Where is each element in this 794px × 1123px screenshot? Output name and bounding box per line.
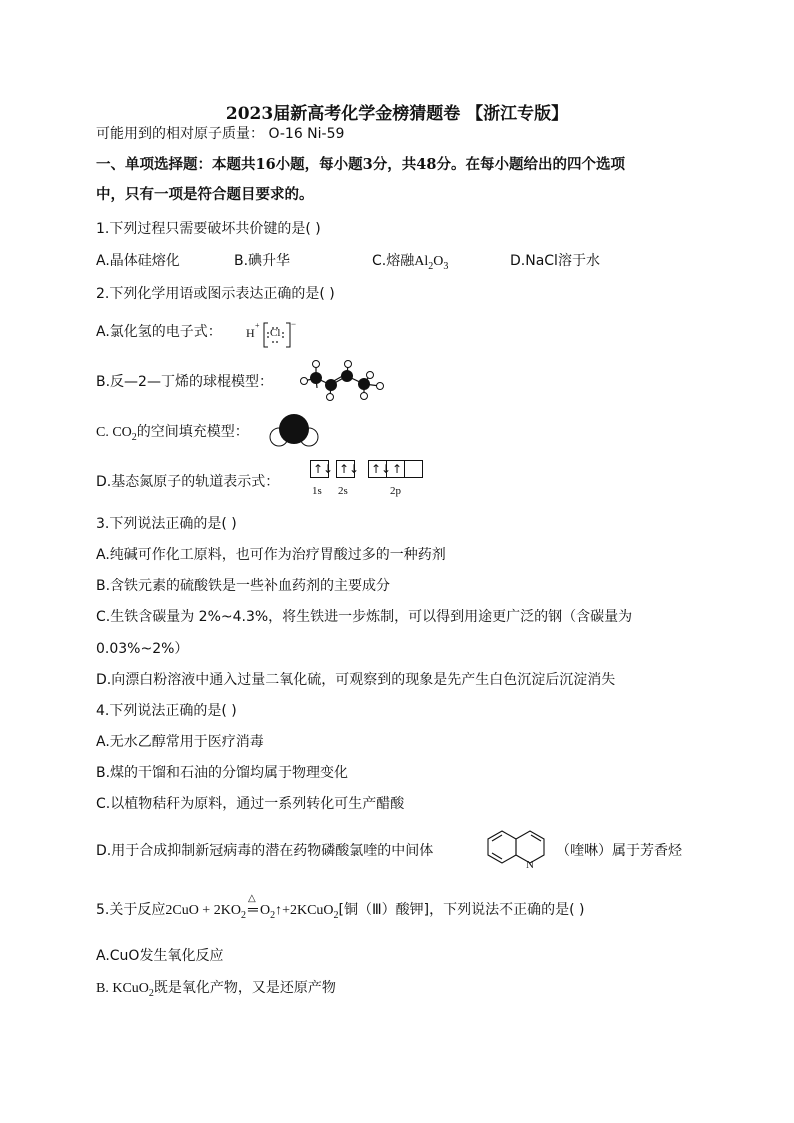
equation-product-kcuo2: +2KCuO xyxy=(282,903,334,918)
equals-sign: ═ xyxy=(247,903,258,918)
q5-stem xyxy=(96,893,585,926)
q2-option-b: B.反—2—丁烯的球棍模型： xyxy=(96,374,273,390)
quinoline-nitrogen-label: N xyxy=(526,859,534,871)
heat-equals-sign xyxy=(246,893,260,921)
subscript: 3 xyxy=(443,260,449,272)
chlorine-symbol: Cl xyxy=(270,327,281,339)
subscript: 2 xyxy=(240,909,246,921)
co2-space-filling-model xyxy=(266,412,322,450)
section-heading-line2: 中，只有一项是符合题目要求的。 xyxy=(96,186,314,203)
plus-charge: + xyxy=(255,321,260,330)
orbital-box-2p-2 xyxy=(386,460,405,478)
q1-option-c-formula xyxy=(414,254,449,272)
q2-option-c xyxy=(96,422,249,448)
q3-option-b: B.含铁元素的硫酸铁是一些补血药剂的主要成分 xyxy=(96,578,391,594)
subscript: 2 xyxy=(148,987,154,999)
q5-option-a: A.CuO发生氧化反应 xyxy=(96,948,224,964)
q1-option-c-prefix: C.熔融 xyxy=(372,253,415,269)
q1-stem: 1.下列过程只需要破坏共价键的是( ) xyxy=(96,221,321,237)
heat-delta-icon: △ xyxy=(247,893,256,904)
q4-option-a: A.无水乙醇常用于医疗消毒 xyxy=(96,734,264,750)
q1-option-b: B.碘升华 xyxy=(234,253,291,269)
formula-o: O xyxy=(433,254,444,269)
q3-option-c-line2: 0.03%~2%） xyxy=(96,641,189,657)
q2-option-a-label: A.氯化氢的电子式： xyxy=(96,324,222,340)
subscript: 2 xyxy=(333,909,339,921)
subscript: 2 xyxy=(428,260,434,272)
q1-option-c xyxy=(372,251,448,277)
q4-stem: 4.下列说法正确的是( ) xyxy=(96,703,237,719)
orbital-box-2s xyxy=(336,460,360,478)
q3-stem: 3.下列说法正确的是( ) xyxy=(96,516,237,532)
equation-product-o2: O xyxy=(259,903,271,918)
atomic-masses: 可能用到的相对原子质量： O-16 Ni-59 xyxy=(96,126,345,142)
quinoline-structure xyxy=(482,826,552,876)
q5-stem-prefix: 5.关于反应 xyxy=(96,902,166,918)
formula-al: Al xyxy=(414,254,429,269)
trans-2-butene-ball-stick-model xyxy=(296,356,392,406)
orbital-label-1s: 1s xyxy=(312,485,322,497)
q4-option-b: B.煤的干馏和石油的分馏均属于物理变化 xyxy=(96,765,349,781)
electron-arrows: ↑↓ xyxy=(313,462,334,476)
gas-arrow-icon: ↑ xyxy=(275,903,283,918)
hydrogen-ion-symbol: H xyxy=(246,326,255,340)
q5-stem-suffix: [铜（Ⅲ）酸钾]，下列说法不正确的是( ) xyxy=(338,902,585,918)
subscript: 2 xyxy=(131,431,137,443)
q2-stem: 2.下列化学用语或图示表达正确的是( ) xyxy=(96,286,335,302)
q5-option-b-suffix: 既是氧化产物，又是还原产物 xyxy=(153,980,336,996)
hcl-electron-dot-diagram xyxy=(246,320,306,350)
q2-option-d: D.基态氮原子的轨道表示式： xyxy=(96,474,280,490)
q2-option-a xyxy=(96,322,222,342)
exam-title: 2023届新高考化学金榜猜题卷 【浙江专版】 xyxy=(225,104,569,124)
equation-reactants: 2CuO + 2KO xyxy=(165,903,241,918)
q5-option-b xyxy=(96,978,336,1004)
q1-option-d: D.NaCl溶于水 xyxy=(510,253,600,269)
q1-option-a: A.晶体硅熔化 xyxy=(96,253,180,269)
electron-arrows: ↑↓ xyxy=(339,462,360,476)
q4-option-c: C.以植物秸秆为原料，通过一系列转化可生产醋酸 xyxy=(96,796,405,812)
q5-equation xyxy=(165,893,339,921)
electron-arrows: ↑ xyxy=(392,462,403,476)
minus-charge: − xyxy=(291,319,297,329)
kcuo2-formula: B. KCuO xyxy=(96,981,149,996)
section-heading-line1: 一、单项选择题：本题共16小题，每小题3分，共48分。在每小题给出的四个选项 xyxy=(96,156,625,173)
co2-formula: C. CO xyxy=(96,425,132,440)
electron-arrows: ↑↓ xyxy=(371,462,392,476)
q4-option-d-suffix: （喹啉）属于芳香烃 xyxy=(556,843,682,859)
q3-option-d: D.向漂白粉溶液中通入过量二氧化硫，可观察到的现象是先产生白色沉淀后沉淀消失 xyxy=(96,672,616,688)
nitrogen-orbital-diagram xyxy=(310,460,440,502)
q4-option-d-prefix: D.用于合成抑制新冠病毒的潜在药物磷酸氯喹的中间体 xyxy=(96,843,434,859)
orbital-box-2p-3 xyxy=(404,460,423,478)
q2-option-c-suffix: 的空间填充模型： xyxy=(136,424,249,440)
q3-option-c-line1: C.生铁含碳量为 2%~4.3%，将生铁进一步炼制，可以得到用途更广泛的钢（含碳量为 xyxy=(96,609,633,625)
q3-option-a: A.纯碱可作化工原料，也可作为治疗胃酸过多的一种药剂 xyxy=(96,547,446,563)
orbital-box-2p-1 xyxy=(368,460,392,478)
orbital-label-2s: 2s xyxy=(338,485,348,497)
orbital-label-2p: 2p xyxy=(390,485,401,497)
orbital-box-1s xyxy=(310,460,334,478)
subscript: 2 xyxy=(270,909,276,921)
